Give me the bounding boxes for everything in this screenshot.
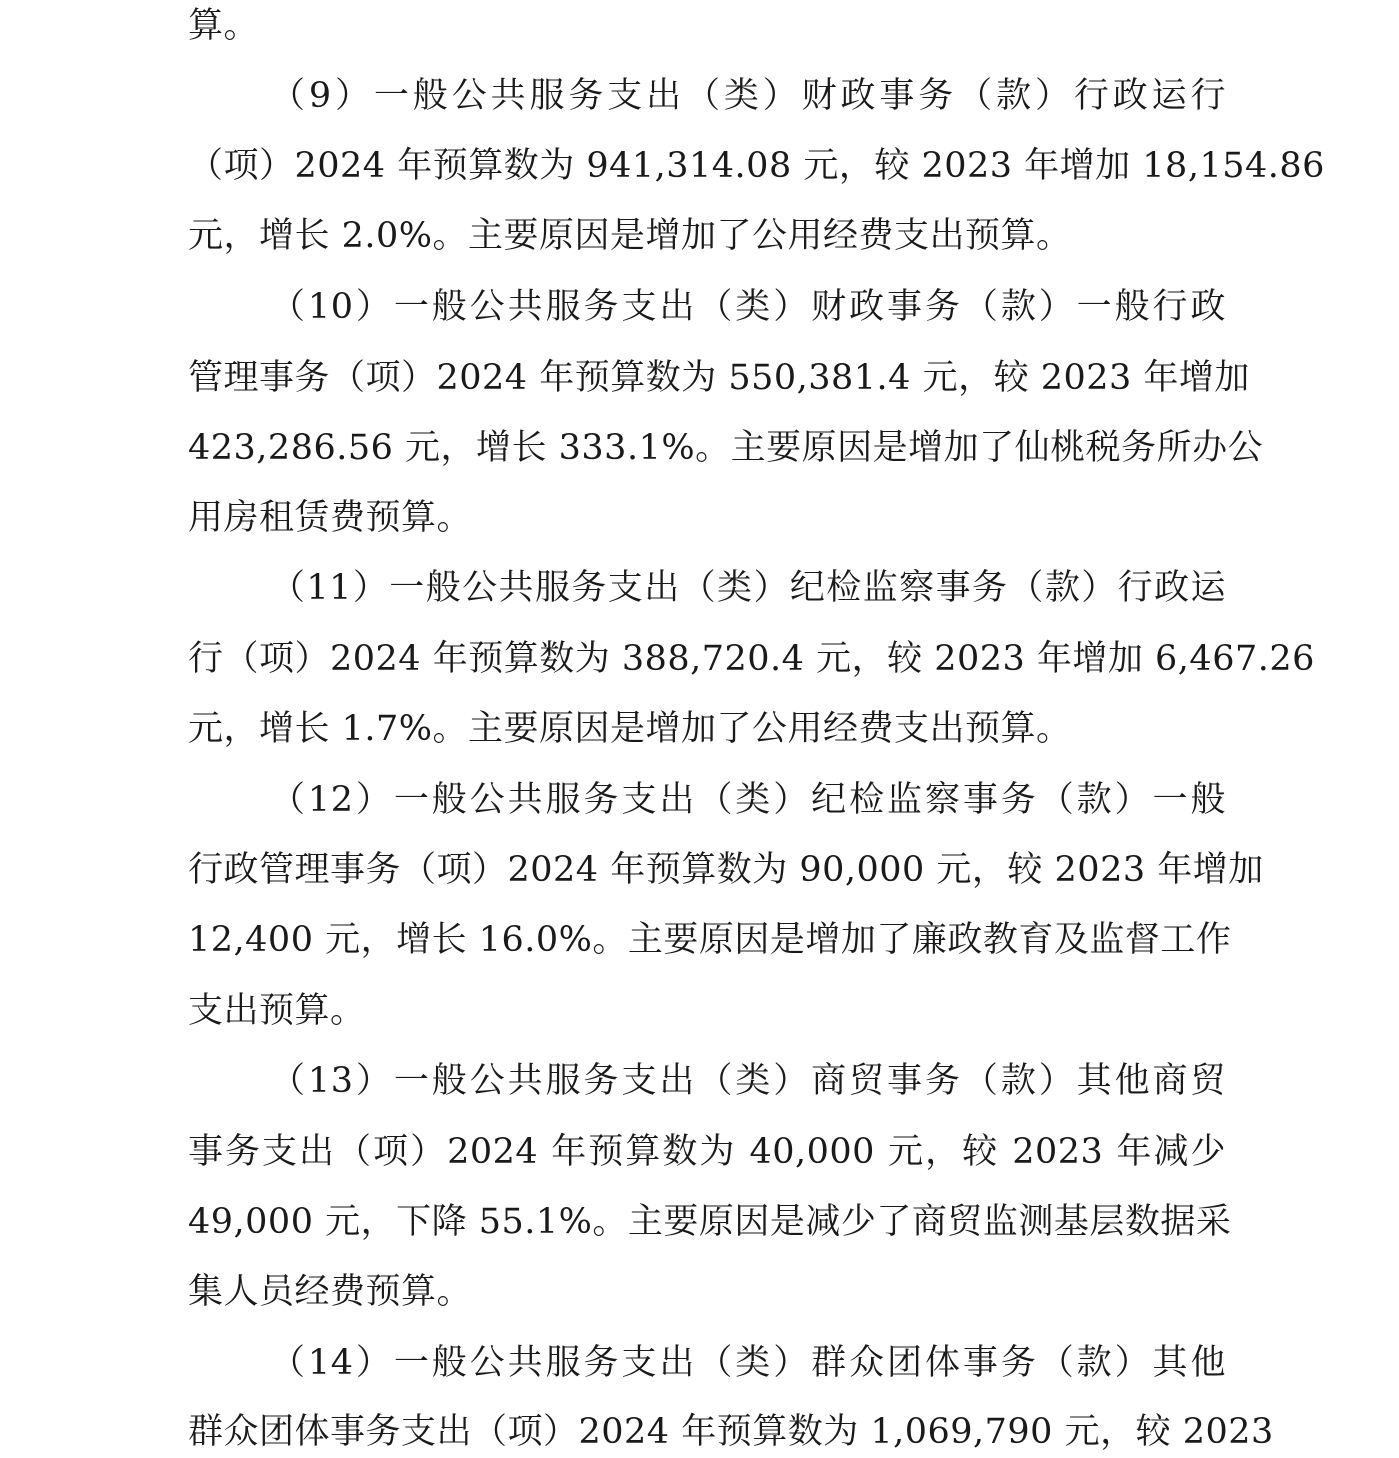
item-13-line-2: 事务支出（项）2024 年预算数为 40,000 元，较 2023 年减少 [188, 1132, 1226, 1172]
item-11-line-2: 行（项）2024 年预算数为 388,720.4 元，较 2023 年增加 6,467.26 [188, 639, 1315, 679]
item-12-line-1: （12）一般公共服务支出（类）纪检监察事务（款）一般 [270, 780, 1226, 820]
item-10-line-3: 423,286.56 元，增长 333.1%。主要原因是增加了仙桃税务所办公 [188, 428, 1264, 468]
item-10-line-1: （10）一般公共服务支出（类）财政事务（款）一般行政 [270, 287, 1226, 327]
item-12-line-4: 支出预算。 [188, 991, 366, 1031]
item-9-line-3: 元，增长 2.0%。主要原因是增加了公用经费支出预算。 [188, 216, 1072, 256]
item-14-line-1: （14）一般公共服务支出（类）群众团体事务（款）其他 [270, 1343, 1226, 1383]
item-11-line-1: （11）一般公共服务支出（类）纪检监察事务（款）行政运 [270, 568, 1226, 608]
item-10-line-2: 管理事务（项）2024 年预算数为 550,381.4 元，较 2023 年增加 [188, 358, 1250, 398]
item-9-line-2: （项）2024 年预算数为 941,314.08 元，较 2023 年增加 18,154.86 [188, 146, 1325, 186]
item-14-line-2: 群众团体事务支出（项）2024 年预算数为 1,069,790 元，较 2023 [188, 1412, 1274, 1452]
item-13-line-3: 49,000 元，下降 55.1%。主要原因是减少了商贸监测基层数据采 [188, 1202, 1232, 1242]
item-9-line-1: （9）一般公共服务支出（类）财政事务（款）行政运行 [270, 76, 1226, 116]
item-12-line-3: 12,400 元，增长 16.0%。主要原因是增加了廉政教育及监督工作 [188, 920, 1232, 960]
text-line-1: 算。 [188, 6, 260, 46]
item-10-line-4: 用房租赁费预算。 [188, 498, 473, 538]
item-11-line-3: 元，增长 1.7%。主要原因是增加了公用经费支出预算。 [188, 709, 1072, 749]
item-13-line-4: 集人员经费预算。 [188, 1272, 473, 1312]
item-12-line-2: 行政管理事务（项）2024 年预算数为 90,000 元，较 2023 年增加 [188, 850, 1264, 890]
item-13-line-1: （13）一般公共服务支出（类）商贸事务（款）其他商贸 [270, 1061, 1226, 1101]
